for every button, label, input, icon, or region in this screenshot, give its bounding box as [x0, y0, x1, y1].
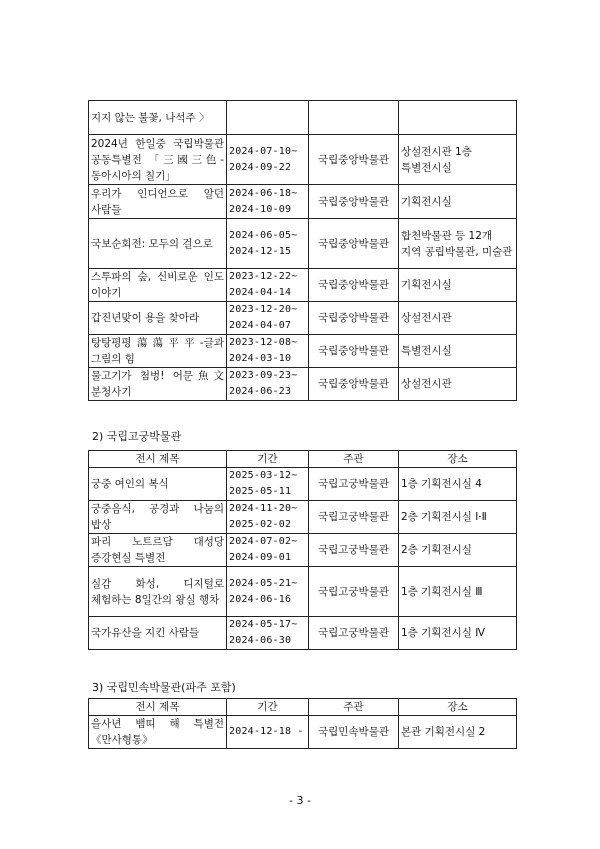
table-row — [89, 617, 517, 650]
table-row — [89, 269, 517, 302]
cell-org: 국립중앙박물관 — [309, 335, 399, 368]
cell-period: 2024-05-17~ 2024-06-30 — [227, 617, 309, 650]
cell-period: 2023-09-23~ 2024-06-23 — [227, 368, 309, 401]
cell-title: 지지 않는 불꽃, 나석주 〉 — [89, 101, 227, 135]
header-org: 주관 — [309, 699, 399, 716]
section-heading-minsok: 3) 국립민속박물관(파주 포함) — [92, 681, 236, 694]
table-header-row — [89, 451, 517, 468]
header-place: 장소 — [399, 699, 517, 716]
section-heading-gogung: 2) 국립고궁박물관 — [92, 430, 182, 443]
cell-place: 상설전시관 — [399, 302, 517, 335]
cell-place: 상설전시관 1층 특별전시실 — [399, 135, 517, 185]
cell-org: 국립중앙박물관 — [309, 302, 399, 335]
table-row — [89, 716, 517, 749]
table-row — [89, 567, 517, 617]
cell-place: 특별전시실 — [399, 335, 517, 368]
cell-place: 기획전시실 — [399, 269, 517, 302]
table-row — [89, 335, 517, 368]
table-header-row — [89, 699, 517, 716]
cell-title: 갑진년맞이 용을 찾아라 — [89, 302, 227, 335]
cell-title: 국가유산을 지킨 사람들 — [89, 617, 227, 650]
cell-place: 본관 기획전시실 2 — [399, 716, 517, 749]
cell-place: 기획전시실 — [399, 185, 517, 219]
page-number: - 3 - — [289, 794, 311, 807]
cell-org: 국립고궁박물관 — [309, 468, 399, 501]
cell-title: 궁중음식, 공경과 나눔의 밥상 — [89, 501, 227, 534]
header-place: 장소 — [399, 451, 517, 468]
cell-period: 2024-06-18~ 2024-10-09 — [227, 185, 309, 219]
header-title: 전시 제목 — [89, 451, 227, 468]
header-org: 주관 — [309, 451, 399, 468]
cell-period: 2024-07-10~ 2024-09-22 — [227, 135, 309, 185]
cell-place: 1층 기획전시실 4 — [399, 468, 517, 501]
header-period: 기간 — [227, 451, 309, 468]
cell-title: 궁중 여인의 복식 — [89, 468, 227, 501]
cell-period — [227, 101, 309, 135]
cell-org: 국립중앙박물관 — [309, 135, 399, 185]
cell-period: 2024-11-20~ 2025-02-02 — [227, 501, 309, 534]
table-row — [89, 135, 517, 185]
table-national-museum — [88, 100, 517, 401]
table-row — [89, 468, 517, 501]
table-row — [89, 501, 517, 534]
cell-period: 2023-12-22~ 2024-04-14 — [227, 269, 309, 302]
cell-org: 국립중앙박물관 — [309, 219, 399, 269]
cell-title: 물고기가 첨벙! 어문魚文 분청사기 — [89, 368, 227, 401]
cell-period: 2024-06-05~ 2024-12-15 — [227, 219, 309, 269]
cell-org: 국립중앙박물관 — [309, 368, 399, 401]
cell-place: 합천박물관 등 12개 지역 공립박물관, 미술관 — [399, 219, 517, 269]
table-minsok — [88, 698, 517, 749]
cell-place: 1층 기획전시실 Ⅳ — [399, 617, 517, 650]
table-row — [89, 302, 517, 335]
cell-period: 2024-12-18 - — [227, 716, 309, 749]
table-row — [89, 185, 517, 219]
cell-org: 국립중앙박물관 — [309, 269, 399, 302]
table-row — [89, 101, 517, 135]
cell-period: 2024-07-02~ 2024-09-01 — [227, 534, 309, 567]
table-row — [89, 219, 517, 269]
cell-org: 국립고궁박물관 — [309, 534, 399, 567]
cell-place: 1층 기획전시실 Ⅲ — [399, 567, 517, 617]
table-row — [89, 368, 517, 401]
table-gogung — [88, 450, 517, 650]
cell-place: 2층 기획전시실 Ⅰ·Ⅱ — [399, 501, 517, 534]
cell-place: 상설전시관 — [399, 368, 517, 401]
cell-title: 탕탕평평蕩蕩平平-글과 그림의 힘 — [89, 335, 227, 368]
cell-period: 2023-12-08~ 2024-03-10 — [227, 335, 309, 368]
cell-org: 국립중앙박물관 — [309, 185, 399, 219]
cell-org: 국립고궁박물관 — [309, 567, 399, 617]
cell-title: 파리 노트르담 대성당 증강현실 특별전 — [89, 534, 227, 567]
cell-org — [309, 101, 399, 135]
header-period: 기간 — [227, 699, 309, 716]
cell-period: 2024-05-21~ 2024-06-16 — [227, 567, 309, 617]
cell-title: 2024년 한일중 국립박물관 공동특별전 「三國三色-동아시아의 칠기」 — [89, 135, 227, 185]
cell-title: 을사년 뱀띠 해 특별전 《만사형통》 — [89, 716, 227, 749]
cell-title: 국보순회전: 모두의 걸으로 — [89, 219, 227, 269]
cell-period: 2023-12-20~ 2024-04-07 — [227, 302, 309, 335]
cell-org: 국립고궁박물관 — [309, 617, 399, 650]
cell-title: 스투파의 숲, 신비로운 인도 이야기 — [89, 269, 227, 302]
cell-title: 우리가 인디언으로 알던 사람들 — [89, 185, 227, 219]
cell-org: 국립고궁박물관 — [309, 501, 399, 534]
table-row — [89, 534, 517, 567]
cell-period: 2025-03-12~ 2025-05-11 — [227, 468, 309, 501]
header-title: 전시 제목 — [89, 699, 227, 716]
cell-org: 국립민속박물관 — [309, 716, 399, 749]
cell-place — [399, 101, 517, 135]
cell-title: 실감 화성, 디지털로 체험하는 8일간의 왕실 행차 — [89, 567, 227, 617]
cell-place: 2층 기획전시실 — [399, 534, 517, 567]
